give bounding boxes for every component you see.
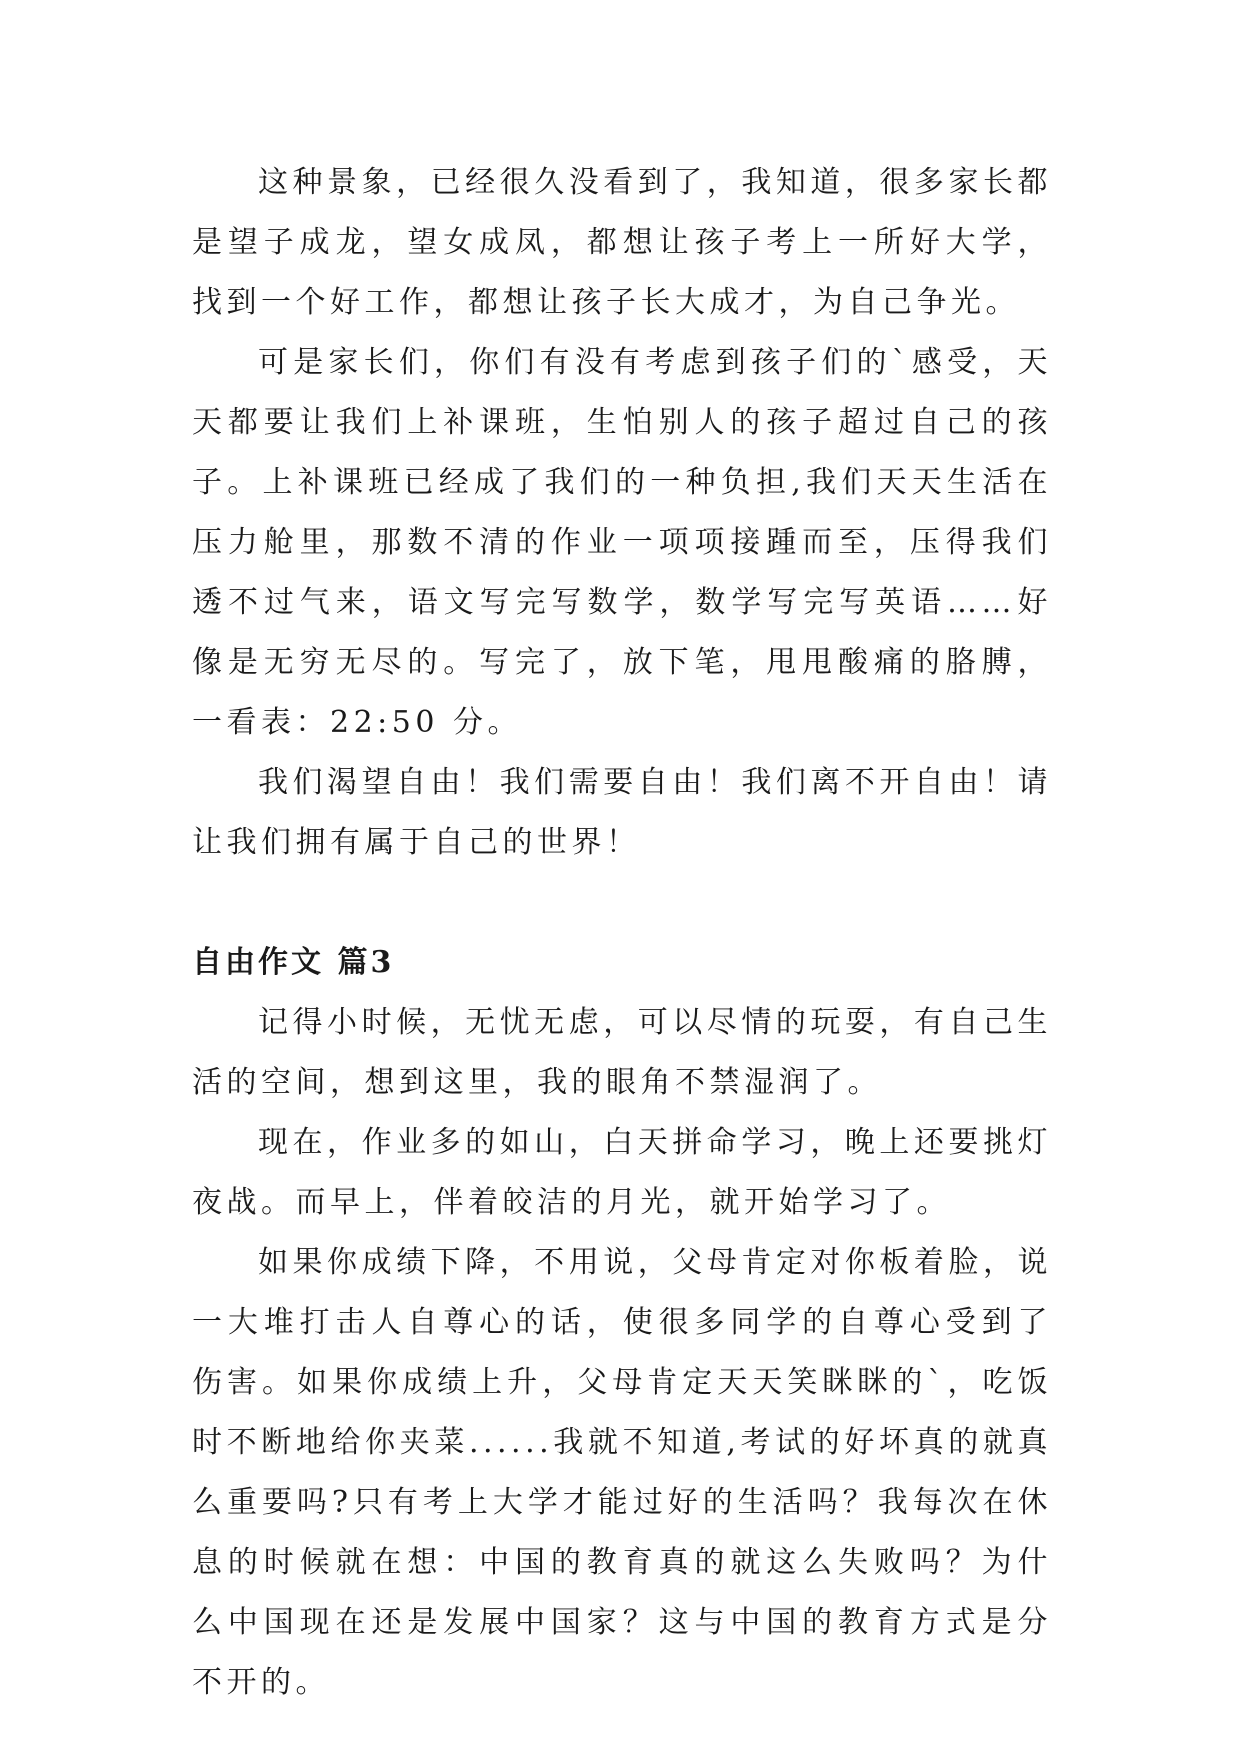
paragraph: 可是家长们，你们有没有考虑到孩子们的`感受，天天都要让我们上补课班，生怕别人的孩子超过自己的孩子。上补课班已经成了我们的一种负担,我们天天生活在压力舱里，那数不清的作业一项项接踵而至，压得我们透不过气来，语文写完写数学，数学写完写英语……好像是无穷无尽的。写完了，放下笔，甩甩酸痛的胳膊，一看表：22:50 分。 (192, 345, 1052, 740)
paragraph: 这种景象，已经很久没看到了，我知道，很多家长都是望子成龙，望女成凤，都想让孩子考上一所好大学，找到一个好工作，都想让孩子长大成才，为自己争光。 (192, 165, 1052, 320)
paragraph: 记得小时候，无忧无虑，可以尽情的玩耍，有自己生活的空间，想到这里，我的眼角不禁湿润了。 (192, 1005, 1052, 1100)
paragraph: 现在，作业多的如山，白天拼命学习，晚上还要挑灯夜战。而早上，伴着皎洁的月光，就开始学习了。 (192, 1125, 1052, 1220)
section-heading: 自由作文 篇3 (192, 945, 395, 980)
section-spacer (192, 873, 1052, 933)
paragraph: 我们渴望自由！我们需要自由！我们离不开自由！请让我们拥有属于自己的世界！ (192, 765, 1052, 860)
paragraph: 如果你成绩下降，不用说，父母肯定对你板着脸，说一大堆打击人自尊心的话，使很多同学的自尊心受到了伤害。如果你成绩上升，父母肯定天天笑眯眯的`，吃饭时不断地给你夹菜......我就不知道,考试的好坏真的就真么重要吗?只有考上大学才能过好的生活吗？我每次在休息的时候就在想：中国的教育真的就这么失败吗？为什么中国现在还是发展中国家？这与中国的教育方式是分不开的。 (192, 1245, 1052, 1700)
document-page (192, 153, 1052, 1713)
